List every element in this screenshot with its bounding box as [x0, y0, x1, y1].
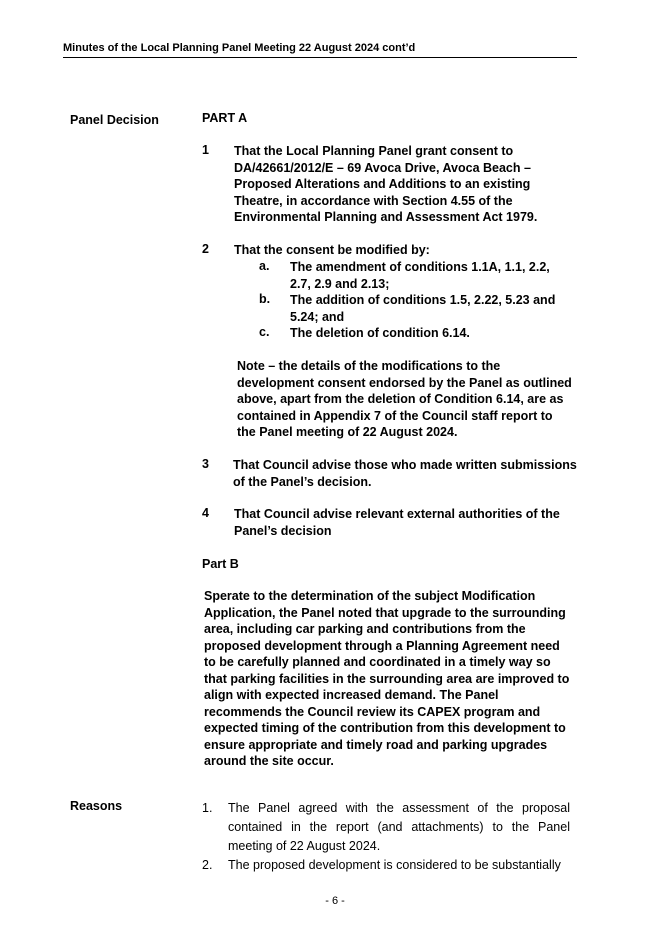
reasons-list: [202, 799, 570, 875]
subitem-c-text: [290, 325, 580, 342]
modification-note: [237, 358, 577, 441]
part-b-line: ensure appropriate and timely road and parking upgrades: [204, 737, 548, 752]
item-1-line: Proposed Alterations and Additions to an existing: [234, 177, 531, 191]
subitem-a-line: The amendment of conditions 1.1A, 1.1, 2.2,: [290, 260, 550, 274]
panel-decision-label: Panel Decision: [70, 113, 159, 127]
part-b-line: to be carefully planned and coordinated in a timely way so: [204, 655, 551, 669]
subitem-c-line: The deletion of condition 6.14.: [290, 326, 470, 340]
note-line: Note – the details of the modifications to the: [237, 359, 501, 373]
reason-number: 2.: [202, 858, 213, 872]
part-b-heading: Part B: [202, 557, 239, 571]
reason-item: [202, 856, 570, 875]
part-b-line: Application, the Panel noted that upgrade to the surrounding: [204, 605, 566, 620]
item-1-line: DA/42661/2012/E – 69 Avoca Drive, Avoca Beach –: [234, 160, 531, 175]
part-b-line: expected timing of the contribution from this development to: [204, 721, 566, 735]
reason-text: The Panel agreed with the assessment of the proposal contained in the report (and attachments) to the Panel meeting of 22 August 2024.: [228, 801, 570, 853]
subitem-b-letter: b.: [259, 292, 271, 306]
subitem-b-text: [290, 292, 580, 325]
item-2-number: 2: [202, 242, 209, 256]
item-4-line: That Council advise relevant external authorities of the: [234, 507, 560, 521]
note-line: development consent endorsed by the Panel as outlined: [237, 375, 572, 390]
part-b-line: around the site occur.: [204, 754, 334, 768]
item-4-line: Panel’s decision: [234, 523, 332, 538]
subitem-b-line: 5.24; and: [290, 309, 345, 324]
subitem-b-line: The addition of conditions 1.5, 2.22, 5.23 and: [290, 293, 556, 307]
page-header: Minutes of the Local Planning Panel Meeting 22 August 2024 cont’d: [63, 42, 577, 58]
item-3-text: [233, 457, 578, 490]
subitem-a-line: 2.7, 2.9 and 2.13;: [290, 276, 390, 291]
part-a-heading: PART A: [202, 111, 248, 125]
reason-number: 1.: [202, 801, 213, 815]
part-b-line: proposed development through a Planning Agreement need: [204, 638, 560, 653]
reason-text: The proposed development is considered to be substantially: [228, 858, 561, 872]
note-line: the Panel meeting of 22 August 2024.: [237, 425, 458, 439]
item-1-number: 1: [202, 143, 209, 157]
item-1-line: Environmental Planning and Assessment Act 1979.: [234, 210, 538, 224]
item-1-line: That the Local Planning Panel grant consent to: [234, 144, 514, 158]
item-3-line: of the Panel’s decision.: [233, 474, 372, 489]
part-b-line: Sperate to the determination of the subject Modification: [204, 589, 536, 603]
item-4-number: 4: [202, 506, 209, 520]
note-line: above, apart from the deletion of Condition 6.14, are as: [237, 392, 564, 406]
item-3-number: 3: [202, 457, 209, 471]
subitem-a-text: [290, 259, 580, 292]
item-1-text: [234, 143, 574, 226]
part-b-line: that parking facilities in the surrounding area are improved to: [204, 671, 570, 686]
part-b-line: area, including car parking and contributions from the: [204, 622, 526, 636]
subitem-a-letter: a.: [259, 259, 270, 273]
part-b-line: align with expected increased demand. The Panel: [204, 688, 499, 702]
item-2-text: That the consent be modified by:: [234, 243, 430, 257]
reason-item: [202, 799, 570, 856]
part-b-paragraph: [204, 588, 576, 770]
page-number: - 6 -: [325, 895, 345, 907]
item-3-line: That Council advise those who made written submissions: [233, 458, 577, 472]
reasons-label: Reasons: [70, 799, 123, 813]
subitem-c-letter: c.: [259, 325, 270, 339]
note-line: contained in Appendix 7 of the Council staff report to: [237, 408, 553, 423]
item-4-text: [234, 506, 579, 539]
part-b-line: recommends the Council review its CAPEX program and: [204, 704, 541, 719]
item-1-line: Theatre, in accordance with Section 4.55 of the: [234, 193, 513, 208]
